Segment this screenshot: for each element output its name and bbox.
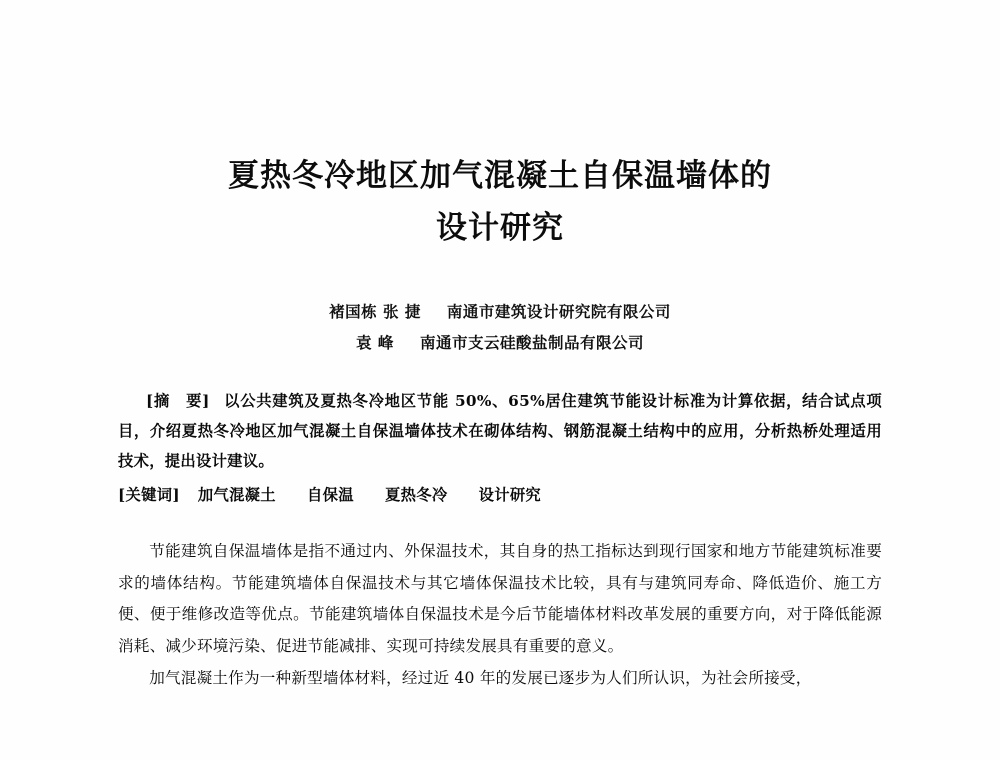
keywords-terms: 加气混凝土 自保温 夏热冬冷 设计研究 <box>197 486 542 504</box>
author-names-1: 褚国栋 张 捷 <box>329 302 421 321</box>
author-names-2: 袁 峰 <box>356 333 394 352</box>
author-block <box>118 296 882 358</box>
body-text <box>118 536 882 695</box>
body-paragraph-1: 节能建筑自保温墙体是指不通过内、外保温技术，其自身的热工指标达到现行国家和地方节能建筑标准要求的墙体结构。节能建筑墙体自保温技术与其它墙体保温技术比较，具有与建筑同寿命、降低造价、施工方便、便于维修改造等优点。节能建筑墙体自保温技术是今后节能墙体材料改革发展的重要方向，对于降低能源消耗、减少环境污染、促进节能减排、实现可持续发展具有重要的意义。 <box>118 542 882 655</box>
author-affiliation-1: 南通市建筑设计研究院有限公司 <box>446 302 671 321</box>
abstract-text: 以公共建筑及夏热冬冷地区节能 50%、65%居住建筑节能设计标准为计算依据，结合试点项目，介绍夏热冬冷地区加气混凝土自保温墙体技术在砌体结构、钢筋混凝土结构中的应用，分析热桥处理适用技术，提出设计建议。 <box>118 392 882 470</box>
abstract-label: [摘 要] <box>146 392 210 410</box>
author-affiliation-2: 南通市支云硅酸盐制品有限公司 <box>419 333 644 352</box>
keywords-section <box>118 480 882 510</box>
body-paragraph-2: 加气混凝土作为一种新型墙体材料，经过近 40 年的发展已逐步为人们所认识，为社会所接受， <box>149 669 812 687</box>
author-line-2 <box>118 327 882 358</box>
title-block <box>118 0 882 254</box>
page-title-line-2: 设计研究 <box>436 210 564 246</box>
author-line-1 <box>118 296 882 327</box>
abstract-section <box>118 386 882 476</box>
keywords-label: [关键词] <box>118 486 180 504</box>
page-title-line-1: 夏热冬冷地区加气混凝土自保温墙体的 <box>228 158 772 194</box>
